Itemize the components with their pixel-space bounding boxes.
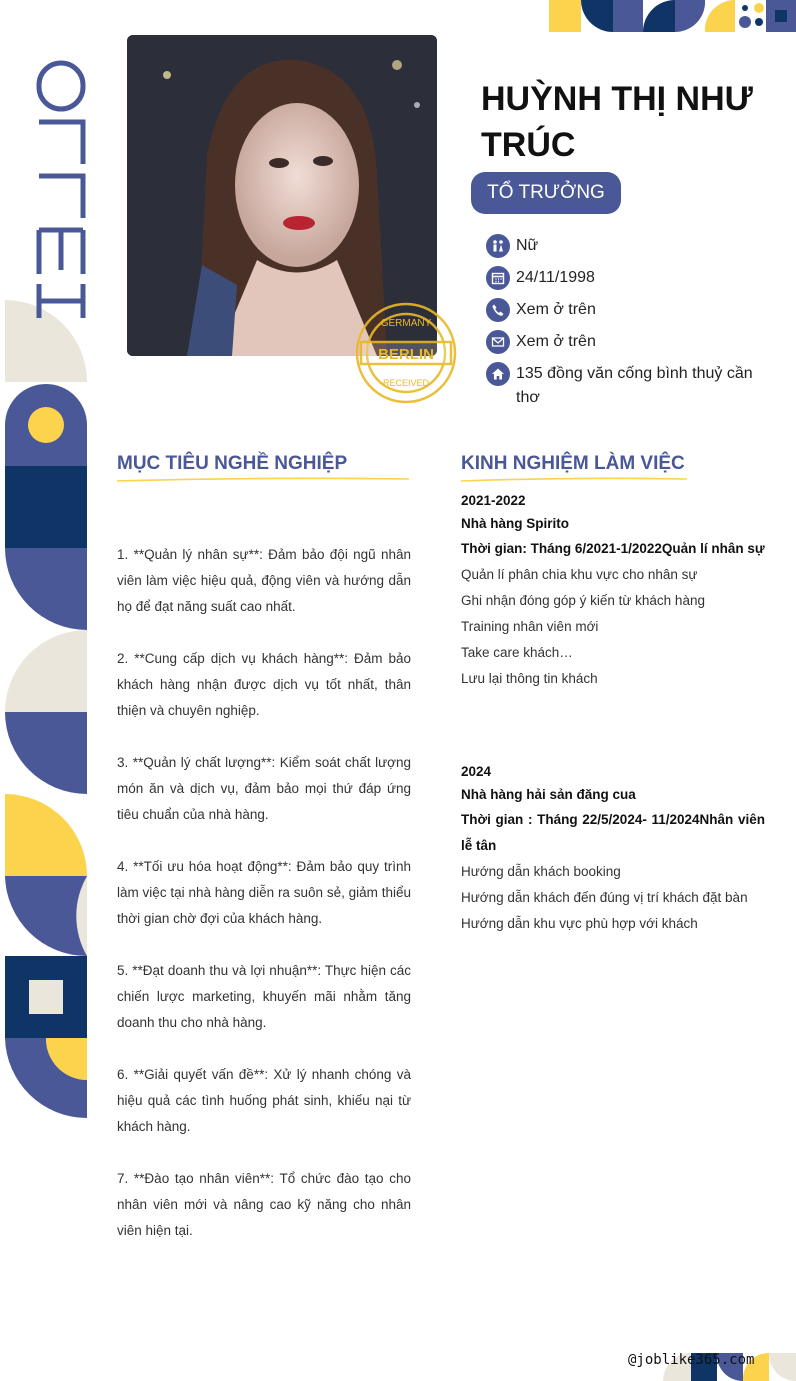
contact-email bbox=[486, 330, 776, 354]
phone-icon bbox=[486, 298, 510, 322]
calendar-icon bbox=[486, 266, 510, 290]
objective-item: 5. **Đạt doanh thu và lợi nhuận**: Thực hiện các chiến lược marketing, khuyến mãi nhằm tăng doanh thu cho nhà hàng. bbox=[117, 963, 411, 1030]
top-decoration bbox=[549, 0, 796, 32]
objective-title: MỤC TIÊU NGHỀ NGHIỆP bbox=[117, 453, 348, 474]
job-time: Thời gian : Tháng 22/5/2024- 11/2024Nhân viên lễ tân bbox=[461, 812, 765, 853]
contact-address bbox=[486, 362, 776, 410]
job-entry bbox=[461, 761, 765, 937]
experience-underline bbox=[461, 476, 687, 484]
gender-icon bbox=[486, 234, 510, 258]
stamp-bottom-text: RECEIVED bbox=[382, 378, 430, 388]
stamp-top-text: GERMANY bbox=[380, 318, 432, 329]
objective-underline bbox=[117, 476, 409, 484]
birthday-text: 24/11/1998 bbox=[516, 269, 595, 286]
job-company: Nhà hàng Spirito bbox=[461, 516, 569, 531]
stamp-middle-text: BERLIN bbox=[378, 346, 434, 363]
experience-list bbox=[461, 490, 765, 937]
job-entry bbox=[461, 490, 765, 692]
job-task: Hướng dẫn khách đến đúng vị trí khách đặt bàn bbox=[461, 890, 748, 905]
job-year: 2024 bbox=[461, 764, 492, 779]
role-badge: TỔ TRƯỞNG bbox=[471, 172, 621, 214]
berlin-stamp bbox=[353, 300, 459, 406]
objective-item: 2. **Cung cấp dịch vụ khách hàng**: Đảm bảo khách hàng nhận được dịch vụ tốt nhất, thân thiện và chuyên nghiệp. bbox=[117, 651, 411, 718]
job-company: Nhà hàng hải sản đăng cua bbox=[461, 787, 636, 802]
mail-icon bbox=[486, 330, 510, 354]
objective-item: 7. **Đào tạo nhân viên**: Tổ chức đào tạo cho nhân viên mới và nâng cao kỹ năng cho nhân viên hiện tại. bbox=[117, 1171, 411, 1238]
job-task: Training nhân viên mới bbox=[461, 619, 599, 634]
job-time: Thời gian: Tháng 6/2021-1/2022Quản lí nhân sự bbox=[461, 541, 765, 556]
candidate-name: HUỲNH THỊ NHƯ TRÚC bbox=[481, 80, 753, 164]
phone-text[interactable]: Xem ở trên bbox=[516, 301, 596, 318]
objective-item: 4. **Tối ưu hóa hoạt động**: Đảm bảo quy trình làm việc tại nhà hàng diễn ra suôn sẻ, giảm thiểu thời gian chờ đợi của khách hàng. bbox=[117, 859, 411, 926]
home-icon bbox=[486, 362, 510, 386]
job-task: Take care khách… bbox=[461, 645, 573, 660]
footer-url[interactable]: @joblike365.com bbox=[628, 1352, 755, 1368]
job-year: 2021-2022 bbox=[461, 493, 526, 508]
objective-item: 1. **Quản lý nhân sự**: Đảm bảo đội ngũ nhân viên làm việc hiệu quả, động viên và hướng dẫn họ để đạt năng suất cao nhất. bbox=[117, 547, 411, 614]
gender-text: Nữ bbox=[516, 237, 539, 254]
address-text: 135 đồng văn cống bình thuỷ cần thơ bbox=[516, 365, 753, 406]
job-task: Hướng dẫn khu vực phù hợp với khách bbox=[461, 916, 698, 931]
contact-gender bbox=[486, 234, 776, 258]
job-task: Hướng dẫn khách booking bbox=[461, 864, 621, 879]
contact-phone bbox=[486, 298, 776, 322]
contact-birthday bbox=[486, 266, 776, 290]
objective-item: 3. **Quản lý chất lượng**: Kiểm soát chất lượng món ăn và dịch vụ, đảm bảo mọi thứ đáp ứng tiêu chuẩn của nhà hàng. bbox=[117, 755, 411, 822]
hello-lettering bbox=[36, 60, 86, 322]
job-task: Quản lí phân chia khu vực cho nhân sự bbox=[461, 567, 698, 582]
job-task: Ghi nhận đóng góp ý kiến từ khách hàng bbox=[461, 593, 705, 608]
job-task: Lưu lại thông tin khách bbox=[461, 671, 598, 686]
email-text[interactable]: Xem ở trên bbox=[516, 333, 596, 350]
objective-item: 6. **Giải quyết vấn đề**: Xử lý nhanh chóng và hiệu quả các tình huống phát sinh, khiếu nại từ khách hàng. bbox=[117, 1067, 411, 1134]
contact-list bbox=[486, 234, 776, 418]
objective-list bbox=[117, 542, 411, 1270]
experience-title: KINH NGHIỆM LÀM VIỆC bbox=[461, 453, 685, 474]
